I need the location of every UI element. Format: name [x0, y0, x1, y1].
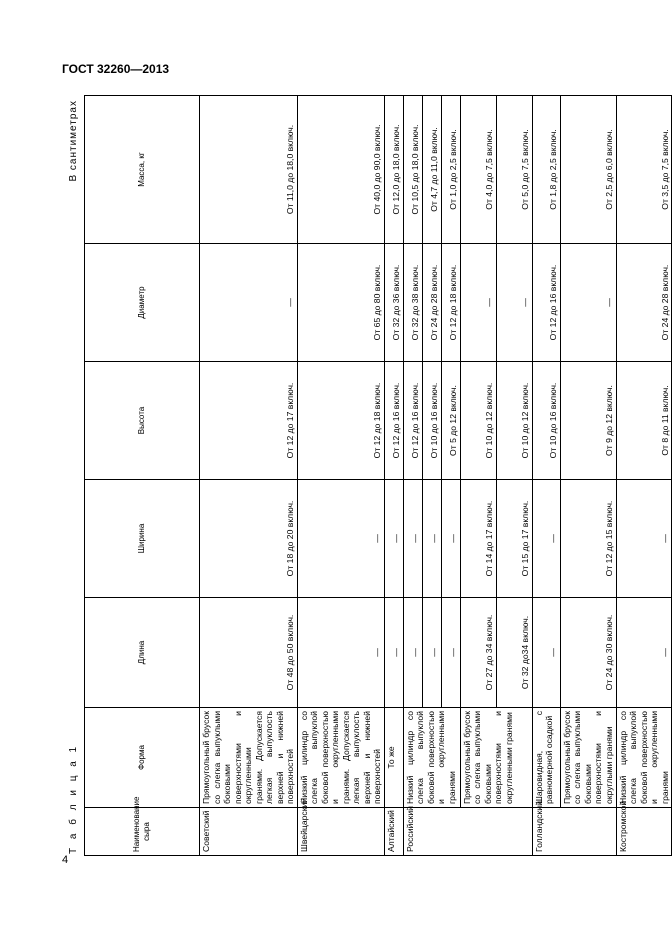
column-header: Наименование сыра	[85, 808, 200, 856]
length-cell: От 27 до 34 включ.	[460, 598, 496, 708]
height-cell: От 10 до 12 включ.	[460, 362, 496, 480]
mass-cell: От 10,5 до 18,0 включ.	[403, 96, 422, 244]
height-cell: От 5 до 12 включ.	[441, 362, 460, 480]
cheese-form: Прямоугольный брусок со слегка выпуклыми боковыми поверхностями и округленными гранями. Допускается легкая выпуклость верхней и нижней поверхностей	[200, 708, 298, 808]
mass-cell: От 11,0 до 18,0 включ.	[200, 96, 298, 244]
cheese-form: То же	[384, 708, 403, 808]
length-cell: —	[384, 598, 403, 708]
diameter-cell: От 32 до 38 включ.	[403, 244, 422, 362]
mass-cell: От 2,5 до 6,0 включ.	[560, 96, 616, 244]
table-row	[384, 96, 403, 856]
length-cell: —	[297, 598, 384, 708]
height-cell: От 9 до 12 включ.	[560, 362, 616, 480]
document-header: ГОСТ 32260—2013	[62, 62, 170, 76]
length-cell: От 24 до 30 включ.	[560, 598, 616, 708]
mass-cell: От 4,0 до 7,5 включ.	[460, 96, 496, 244]
cheese-form: Низкий цилиндр со слегка выпуклой боковой поверхностью и округленными гранями	[616, 708, 672, 808]
width-cell: —	[403, 480, 422, 598]
diameter-cell: —	[460, 244, 496, 362]
column-header: Длина	[85, 598, 200, 708]
diameter-cell: От 12 до 16 включ.	[532, 244, 560, 362]
cheese-name: Швейцарский	[297, 808, 384, 856]
height-cell: От 12 до 17 включ.	[200, 362, 298, 480]
cheese-name: Голландский	[532, 808, 616, 856]
diameter-cell: От 65 до 80 включ.	[297, 244, 384, 362]
diameter-cell: От 24 до 28 включ.	[616, 244, 672, 362]
mass-cell: От 5,0 до 7,5 включ.	[496, 96, 532, 244]
width-cell: От 12 до 15 включ.	[560, 480, 616, 598]
width-cell: —	[297, 480, 384, 598]
diameter-cell: От 32 до 36 включ.	[384, 244, 403, 362]
diameter-cell: —	[560, 244, 616, 362]
mass-cell: От 12,0 до 18,0 включ.	[384, 96, 403, 244]
rotated-table-block	[62, 96, 670, 856]
column-header: Форма	[85, 708, 200, 808]
cheese-form: Прямоугольный брусок со слегка выпуклыми боковыми поверхностями и округленными гранями	[460, 708, 532, 808]
length-cell: —	[532, 598, 560, 708]
cheese-form: Низкий цилиндр со слегка выпуклой боковой поверхностью и округленными гранями. Допускается легкая выпуклость верхней и нижней поверхностей	[297, 708, 384, 808]
height-cell: От 12 до 18 включ.	[297, 362, 384, 480]
column-header: Ширина	[85, 480, 200, 598]
length-cell: От 48 до 50 включ.	[200, 598, 298, 708]
cheese-form: Низкий цилиндр со слегка выпуклой боковой поверхностью и округленными гранями	[403, 708, 460, 808]
cheese-name: Костромской	[616, 808, 672, 856]
column-header: Масса, кг	[85, 96, 200, 244]
table-row	[403, 96, 422, 856]
length-cell: От 32 до34 включ.	[496, 598, 532, 708]
cheese-form: Прямоугольный брусок со слегка выпуклыми боковыми поверхностями и округлыми гранями	[560, 708, 616, 808]
height-cell: От 10 до 12 включ.	[496, 362, 532, 480]
column-header: Высота	[85, 362, 200, 480]
mass-cell: От 3,5 до 7,5 включ.	[616, 96, 672, 244]
mass-cell: От 1,8 до 2,5 включ.	[532, 96, 560, 244]
width-cell: От 15 до 17 включ.	[496, 480, 532, 598]
length-cell: —	[422, 598, 441, 708]
width-cell: —	[422, 480, 441, 598]
mass-cell: От 40,0 до 90,0 включ.	[297, 96, 384, 244]
units-note: В сантиметрах	[68, 100, 79, 182]
length-cell: —	[441, 598, 460, 708]
diameter-cell: От 12 до 18 включ.	[441, 244, 460, 362]
table-row	[532, 96, 560, 856]
height-cell: От 8 до 11 включ.	[616, 362, 672, 480]
height-cell: От 10 до 16 включ.	[532, 362, 560, 480]
length-cell: —	[616, 598, 672, 708]
diameter-cell: От 24 до 28 включ.	[422, 244, 441, 362]
table-caption-row	[62, 96, 84, 856]
table-row	[297, 96, 384, 856]
height-cell: От 12 до 16 включ.	[403, 362, 422, 480]
width-cell: —	[441, 480, 460, 598]
width-cell: —	[616, 480, 672, 598]
mass-cell: От 1,0 до 2,5 включ.	[441, 96, 460, 244]
table-caption: Т а б л и ц а 1	[68, 743, 79, 854]
diameter-cell: —	[496, 244, 532, 362]
cheese-name: Советский	[200, 808, 298, 856]
table-row	[616, 96, 672, 856]
cheese-form: Шаровидная, с равномерной осадкой	[532, 708, 560, 808]
cheese-name: Алтайский	[384, 808, 403, 856]
height-cell: От 10 до 16 включ.	[422, 362, 441, 480]
column-header: Диаметр	[85, 244, 200, 362]
width-cell: От 14 до 17 включ.	[460, 480, 496, 598]
mass-cell: От 4,7 до 11,0 включ.	[422, 96, 441, 244]
width-cell: —	[532, 480, 560, 598]
width-cell: От 18 до 20 включ.	[200, 480, 298, 598]
diameter-cell: —	[200, 244, 298, 362]
table-row	[200, 96, 298, 856]
page-number: 4	[62, 854, 69, 866]
height-cell: От 12 до 16 включ.	[384, 362, 403, 480]
table-row	[460, 96, 496, 856]
table-row	[560, 96, 616, 856]
cheese-name: Российский	[403, 808, 532, 856]
cheese-dimensions-table	[84, 95, 672, 856]
width-cell: —	[384, 480, 403, 598]
table-header-row	[85, 96, 200, 856]
length-cell: —	[403, 598, 422, 708]
